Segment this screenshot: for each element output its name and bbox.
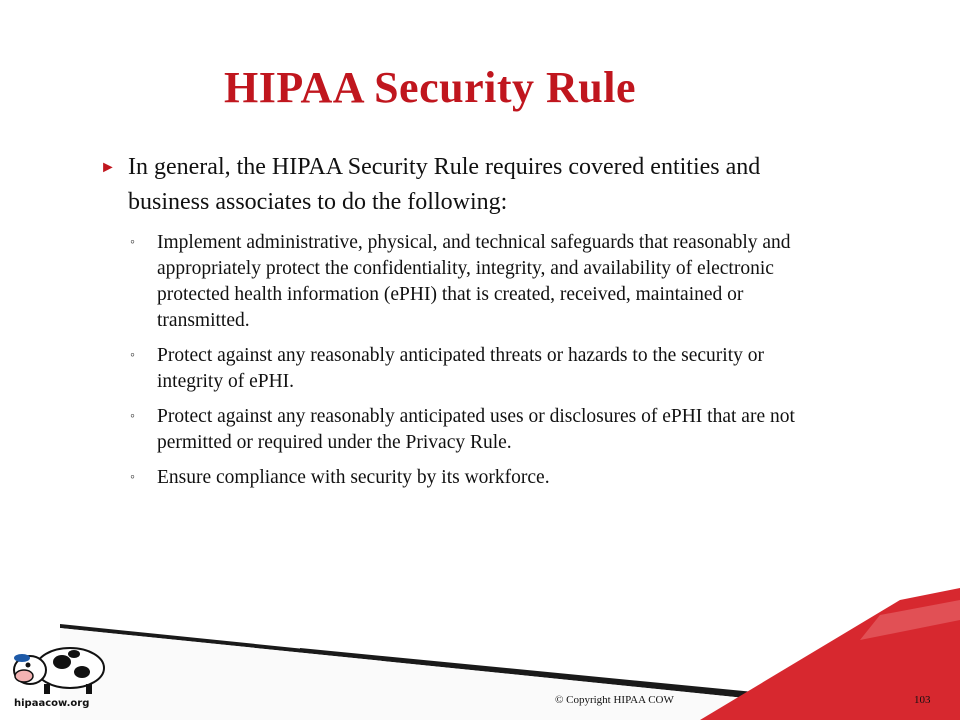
sub-bullet	[100, 465, 830, 491]
sub-bullet-text: Protect against any reasonably anticipated threats or hazards to the security or integrity of ePHI.	[157, 345, 764, 392]
main-bullet	[100, 150, 830, 220]
sub-bullet-text: Protect against any reasonably anticipated uses or disclosures of ePHI that are not permitted or required under the Privacy Rule.	[157, 406, 795, 453]
hollow-circle-icon: ◦	[130, 348, 135, 363]
footer-copyright: © Copyright HIPAA COW	[555, 694, 674, 706]
cow-mascot-icon	[0, 640, 110, 700]
sub-bullet-text: Ensure compliance with security by its workforce.	[157, 467, 550, 488]
hollow-circle-icon: ◦	[130, 409, 135, 424]
triangle-right-icon: ►	[100, 159, 116, 176]
logo-text: hipaacow.org	[14, 698, 90, 709]
page-number: 103	[914, 694, 931, 706]
main-bullet-text: In general, the HIPAA Security Rule requires covered entities and business associates to do the following:	[128, 154, 761, 215]
slide-content	[100, 150, 830, 491]
sub-bullet	[100, 404, 830, 456]
sub-bullet	[100, 343, 830, 395]
slide-title: HIPAA Security Rule	[224, 63, 636, 112]
sub-bullet-text: Implement administrative, physical, and technical safeguards that reasonably and appropriately protect the confidentiality, integrity, and availability of electronic protected health information (ePHI) that is created, received, maintained or transmitted.	[157, 232, 791, 331]
sub-bullet	[100, 230, 830, 334]
hollow-circle-icon: ◦	[130, 235, 135, 250]
sub-bullet-list	[100, 230, 830, 491]
hollow-circle-icon: ◦	[130, 470, 135, 485]
